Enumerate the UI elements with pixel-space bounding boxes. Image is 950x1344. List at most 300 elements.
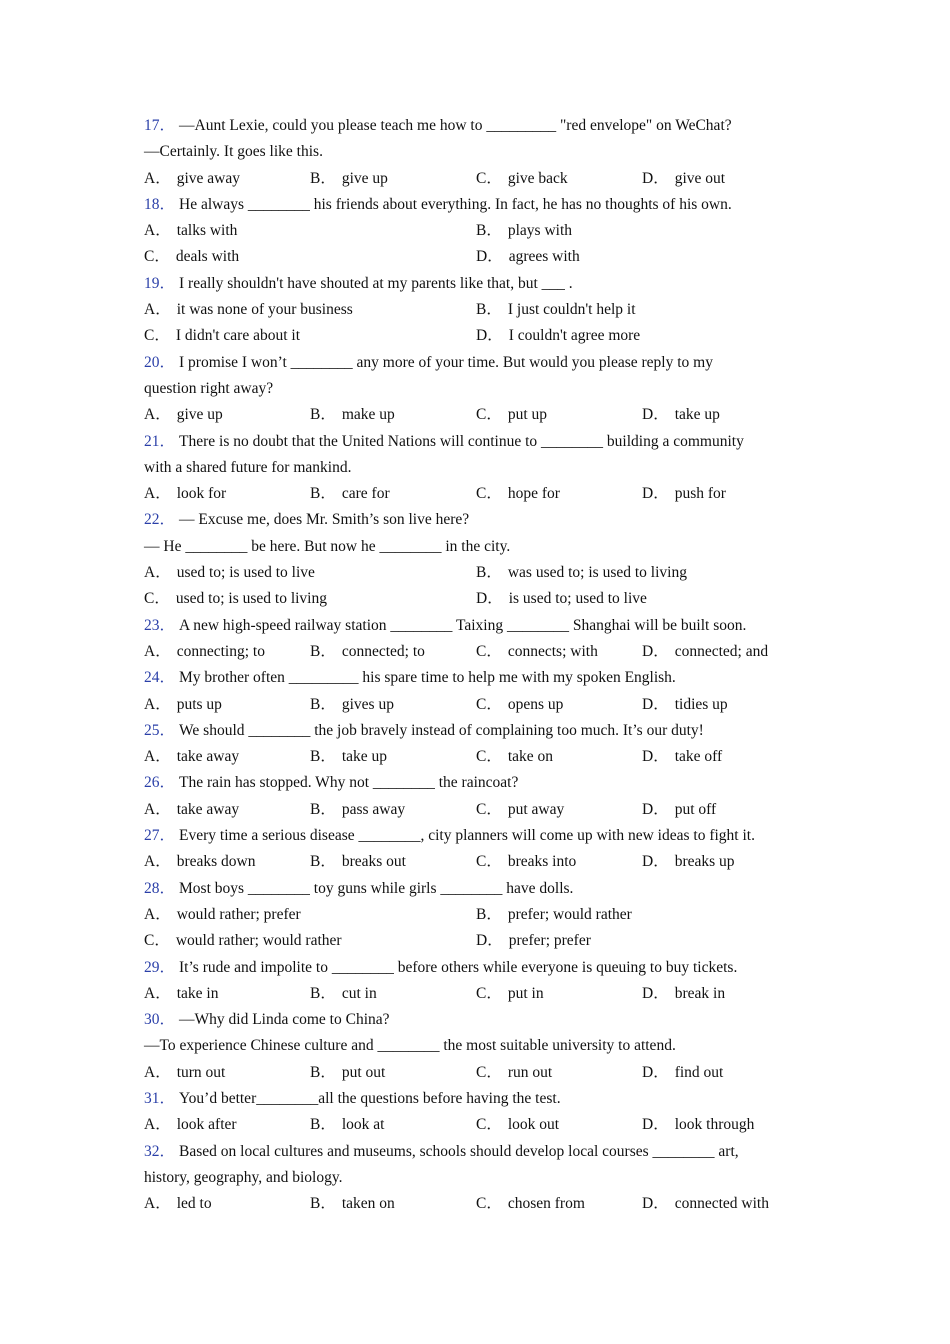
- answer-option-b[interactable]: [310, 639, 476, 665]
- option-letter: C: [476, 800, 487, 818]
- answer-option-c[interactable]: [476, 1112, 642, 1138]
- option-letter: D: [642, 1116, 654, 1134]
- option-separator: ．: [487, 932, 503, 950]
- question-stem: [144, 192, 816, 218]
- option-letter: A: [144, 748, 156, 766]
- option-text: would rather; would rather: [175, 932, 342, 950]
- option-separator: ．: [653, 1063, 669, 1081]
- number-separator: ．: [159, 669, 176, 687]
- answer-option-b[interactable]: [310, 744, 476, 770]
- question-stem-continued: [144, 534, 816, 560]
- option-letter: A: [144, 1063, 156, 1081]
- option-letter: C: [144, 248, 155, 266]
- answer-option-a[interactable]: [144, 981, 310, 1007]
- answer-option-a[interactable]: [144, 849, 310, 875]
- option-letter: B: [310, 748, 321, 766]
- option-separator: ．: [154, 327, 170, 345]
- option-letter: B: [476, 222, 487, 240]
- number-separator: ．: [159, 195, 176, 213]
- answer-option-c[interactable]: [476, 639, 642, 665]
- answer-option-a[interactable]: [144, 639, 310, 665]
- option-text: puts up: [176, 695, 222, 713]
- answer-option-c[interactable]: [476, 981, 642, 1007]
- option-text: prefer; would rather: [507, 905, 632, 923]
- option-letter: C: [476, 853, 487, 871]
- answer-option-b[interactable]: [476, 560, 808, 586]
- option-separator: ．: [155, 222, 171, 240]
- option-text: put in: [507, 984, 544, 1002]
- answer-option-d[interactable]: [642, 692, 808, 718]
- option-separator: ．: [155, 905, 171, 923]
- question-stem: [144, 429, 816, 455]
- option-text: find out: [674, 1063, 724, 1081]
- option-separator: ．: [653, 695, 669, 713]
- option-separator: ．: [486, 1195, 502, 1213]
- option-separator: ．: [653, 485, 669, 503]
- option-letter: D: [476, 590, 488, 608]
- question-number: 22: [144, 511, 160, 529]
- answer-option-a[interactable]: [144, 402, 310, 428]
- question-text: I promise I won’t ________ any more of your time. But would you please reply to my: [179, 353, 713, 371]
- question-text: question right away?: [144, 379, 274, 397]
- option-text: would rather; prefer: [176, 905, 301, 923]
- answer-option-c[interactable]: [476, 744, 642, 770]
- answer-option-c[interactable]: [144, 323, 476, 349]
- question-text: My brother often _________ his spare time to help me with my spoken English.: [179, 669, 676, 687]
- question-27: [144, 823, 816, 876]
- option-letter: A: [144, 301, 156, 319]
- option-separator: ．: [154, 932, 170, 950]
- option-text: give back: [507, 169, 568, 187]
- option-letter: C: [476, 169, 487, 187]
- question-28: [144, 876, 816, 955]
- option-letter: C: [476, 1195, 487, 1213]
- question-number: 25: [144, 721, 160, 739]
- exam-page: [144, 113, 816, 1217]
- question-text: It’s rude and impolite to ________ before others while everyone is queuing to buy tickets.: [179, 958, 738, 976]
- option-letter: A: [144, 1116, 156, 1134]
- option-text: look out: [507, 1116, 560, 1134]
- answer-option-a[interactable]: [144, 902, 476, 928]
- option-separator: ．: [320, 748, 336, 766]
- option-text: cut in: [341, 984, 377, 1002]
- option-text: pass away: [341, 800, 406, 818]
- answer-option-d[interactable]: [642, 639, 808, 665]
- question-stem: [144, 770, 816, 796]
- question-number: 26: [144, 774, 160, 792]
- options-row: [144, 166, 816, 192]
- option-separator: ．: [320, 1116, 336, 1134]
- option-letter: B: [476, 905, 487, 923]
- option-separator: ．: [486, 748, 502, 766]
- option-letter: D: [642, 485, 654, 503]
- option-letter: D: [642, 748, 654, 766]
- answer-option-a[interactable]: [144, 692, 310, 718]
- option-separator: ．: [486, 695, 502, 713]
- option-letter: A: [144, 564, 156, 582]
- option-separator: ．: [320, 406, 336, 424]
- number-separator: ．: [159, 879, 176, 897]
- question-text: Based on local cultures and museums, schools should develop local courses ________ art,: [179, 1142, 739, 1160]
- option-separator: ．: [155, 748, 171, 766]
- answer-option-c[interactable]: [476, 1060, 642, 1086]
- question-26: [144, 770, 816, 823]
- option-separator: ．: [486, 642, 502, 660]
- answer-option-b[interactable]: [476, 297, 808, 323]
- question-stem: [144, 955, 816, 981]
- option-separator: ．: [653, 853, 669, 871]
- answer-option-c[interactable]: [144, 928, 476, 954]
- question-32: [144, 1139, 816, 1218]
- answer-option-a[interactable]: [144, 797, 310, 823]
- options-row: [144, 1191, 816, 1217]
- options-row: [144, 1060, 816, 1086]
- options-row: [144, 402, 816, 428]
- option-letter: D: [642, 642, 654, 660]
- options-row: [144, 560, 816, 586]
- option-letter: B: [310, 984, 321, 1002]
- question-stem: [144, 1139, 816, 1165]
- option-text: take on: [507, 748, 554, 766]
- option-separator: ．: [653, 1116, 669, 1134]
- question-number: 31: [144, 1089, 160, 1107]
- option-separator: ．: [154, 590, 170, 608]
- answer-option-c[interactable]: [476, 692, 642, 718]
- option-text: connected with: [674, 1195, 769, 1213]
- question-text: —To experience Chinese culture and ________ the most suitable university to attend.: [144, 1037, 676, 1055]
- option-text: tidies up: [674, 695, 728, 713]
- answer-option-a[interactable]: [144, 744, 310, 770]
- option-text: take off: [674, 748, 723, 766]
- question-stem: [144, 350, 816, 376]
- answer-option-a[interactable]: [144, 297, 476, 323]
- option-separator: ．: [486, 984, 502, 1002]
- option-separator: ．: [487, 327, 503, 345]
- option-letter: B: [310, 406, 321, 424]
- question-stem-continued: [144, 376, 816, 402]
- answer-option-a[interactable]: [144, 166, 310, 192]
- option-letter: A: [144, 984, 156, 1002]
- option-letter: A: [144, 485, 156, 503]
- option-text: take in: [176, 984, 219, 1002]
- option-text: opens up: [507, 695, 564, 713]
- option-letter: B: [310, 1195, 321, 1213]
- option-separator: ．: [155, 642, 171, 660]
- question-30: [144, 1007, 816, 1086]
- option-text: give up: [341, 169, 388, 187]
- option-text: gives up: [341, 695, 394, 713]
- option-letter: A: [144, 642, 156, 660]
- number-separator: ．: [159, 616, 176, 634]
- option-separator: ．: [320, 485, 336, 503]
- answer-option-d[interactable]: [642, 166, 808, 192]
- options-row: [144, 744, 816, 770]
- answer-option-d[interactable]: [642, 849, 808, 875]
- answer-option-d[interactable]: [642, 481, 808, 507]
- option-letter: D: [476, 932, 488, 950]
- option-letter: D: [476, 248, 488, 266]
- option-letter: C: [476, 984, 487, 1002]
- option-text: take away: [176, 748, 240, 766]
- option-separator: ．: [320, 853, 336, 871]
- number-separator: ．: [159, 774, 176, 792]
- option-text: break in: [674, 984, 726, 1002]
- answer-option-d[interactable]: [476, 928, 808, 954]
- option-text: plays with: [507, 222, 573, 240]
- answer-option-d[interactable]: [476, 244, 808, 270]
- option-separator: ．: [653, 800, 669, 818]
- option-text: connected; to: [341, 642, 425, 660]
- option-separator: ．: [320, 1195, 336, 1213]
- option-separator: ．: [486, 222, 502, 240]
- option-letter: B: [310, 642, 321, 660]
- question-number: 20: [144, 353, 160, 371]
- option-separator: ．: [155, 984, 171, 1002]
- answer-option-a[interactable]: [144, 1060, 310, 1086]
- option-separator: ．: [154, 248, 170, 266]
- answer-option-a[interactable]: [144, 218, 476, 244]
- option-separator: ．: [653, 169, 669, 187]
- options-row: [144, 692, 816, 718]
- options-row: [144, 797, 816, 823]
- answer-option-a[interactable]: [144, 1112, 310, 1138]
- question-text: There is no doubt that the United Nations will continue to ________ building a community: [179, 432, 744, 450]
- option-text: look at: [341, 1116, 385, 1134]
- number-separator: ．: [159, 353, 176, 371]
- options-row: [144, 902, 816, 928]
- number-separator: ．: [159, 274, 176, 292]
- options-row: [144, 218, 816, 244]
- option-text: put up: [507, 406, 548, 424]
- option-letter: B: [310, 1063, 321, 1081]
- option-text: connecting; to: [176, 642, 265, 660]
- question-31: [144, 1086, 816, 1139]
- answer-option-b[interactable]: [310, 1191, 476, 1217]
- option-separator: ．: [155, 1195, 171, 1213]
- option-text: put out: [341, 1063, 386, 1081]
- option-text: used to; is used to live: [176, 564, 315, 582]
- option-text: run out: [507, 1063, 553, 1081]
- question-number: 17: [144, 117, 160, 134]
- answer-option-d[interactable]: [642, 402, 808, 428]
- option-separator: ．: [653, 1195, 669, 1213]
- answer-option-d[interactable]: [642, 1112, 808, 1138]
- option-separator: ．: [486, 1063, 502, 1081]
- number-separator: ．: [159, 511, 176, 529]
- option-text: turn out: [176, 1063, 226, 1081]
- answer-option-d[interactable]: [642, 1191, 808, 1217]
- question-stem-continued: [144, 455, 816, 481]
- question-number: 29: [144, 958, 160, 976]
- option-text: it was none of your business: [176, 301, 353, 319]
- answer-option-d[interactable]: [476, 323, 808, 349]
- answer-option-c[interactable]: [144, 244, 476, 270]
- option-letter: C: [144, 590, 155, 608]
- option-letter: C: [476, 485, 487, 503]
- answer-option-c[interactable]: [144, 586, 476, 612]
- option-separator: ．: [320, 984, 336, 1002]
- answer-option-d[interactable]: [642, 797, 808, 823]
- option-separator: ．: [486, 301, 502, 319]
- question-19: [144, 271, 816, 350]
- answer-option-b[interactable]: [310, 981, 476, 1007]
- question-text: — Excuse me, does Mr. Smith’s son live here?: [179, 511, 470, 529]
- number-separator: ．: [159, 1142, 176, 1160]
- answer-option-d[interactable]: [642, 1060, 808, 1086]
- question-number: 27: [144, 827, 160, 845]
- options-row: [144, 586, 816, 612]
- question-stem: [144, 1086, 816, 1112]
- option-separator: ．: [653, 642, 669, 660]
- answer-option-d[interactable]: [476, 586, 808, 612]
- question-number: 32: [144, 1142, 160, 1160]
- options-row: [144, 244, 816, 270]
- question-25: [144, 718, 816, 771]
- answer-option-b[interactable]: [310, 402, 476, 428]
- option-separator: ．: [486, 485, 502, 503]
- question-text: with a shared future for mankind.: [144, 458, 352, 476]
- option-letter: B: [310, 695, 321, 713]
- option-separator: ．: [653, 984, 669, 1002]
- option-letter: D: [642, 406, 654, 424]
- question-stem: [144, 271, 816, 297]
- answer-option-c[interactable]: [476, 1191, 642, 1217]
- option-text: give up: [176, 406, 223, 424]
- option-separator: ．: [155, 406, 171, 424]
- option-letter: B: [310, 485, 321, 503]
- option-letter: C: [476, 695, 487, 713]
- option-separator: ．: [653, 406, 669, 424]
- question-text: He always ________ his friends about everything. In fact, he has no thoughts of his own.: [179, 195, 732, 213]
- question-text: Every time a serious disease ________, city planners will come up with new ideas to fight it.: [179, 827, 755, 845]
- option-letter: D: [476, 327, 488, 345]
- option-separator: ．: [155, 301, 171, 319]
- option-text: connected; and: [674, 642, 769, 660]
- option-letter: A: [144, 1195, 156, 1213]
- answer-option-b[interactable]: [310, 166, 476, 192]
- option-letter: A: [144, 853, 156, 871]
- answer-option-b[interactable]: [310, 1060, 476, 1086]
- option-text: put away: [507, 800, 565, 818]
- option-text: give away: [176, 169, 240, 187]
- question-stem: [144, 507, 816, 533]
- answer-option-c[interactable]: [476, 166, 642, 192]
- question-20: [144, 350, 816, 429]
- option-text: agrees with: [508, 248, 580, 266]
- question-text: A new high-speed railway station ________ Taixing ________ Shanghai will be built soon.: [179, 616, 747, 634]
- question-stem: [144, 823, 816, 849]
- option-separator: ．: [487, 590, 503, 608]
- option-letter: B: [476, 564, 487, 582]
- option-letter: D: [642, 1195, 654, 1213]
- answer-option-b[interactable]: [476, 902, 808, 928]
- question-text: You’d better________all the questions before having the test.: [179, 1089, 561, 1107]
- answer-option-c[interactable]: [476, 797, 642, 823]
- option-text: look for: [176, 485, 227, 503]
- number-separator: ．: [159, 432, 176, 450]
- option-letter: B: [310, 1116, 321, 1134]
- answer-option-d[interactable]: [642, 744, 808, 770]
- number-separator: ．: [159, 1089, 176, 1107]
- number-separator: ．: [159, 827, 176, 845]
- option-text: is used to; used to live: [508, 590, 647, 608]
- answer-option-a[interactable]: [144, 1191, 310, 1217]
- option-text: hope for: [507, 485, 560, 503]
- option-separator: ．: [320, 695, 336, 713]
- option-separator: ．: [486, 169, 502, 187]
- answer-option-b[interactable]: [310, 797, 476, 823]
- question-text: I really shouldn't have shouted at my parents like that, but ___ .: [179, 274, 573, 292]
- option-separator: ．: [486, 905, 502, 923]
- answer-option-c[interactable]: [476, 849, 642, 875]
- option-text: look after: [176, 1116, 237, 1134]
- options-row: [144, 481, 816, 507]
- question-22: [144, 507, 816, 612]
- option-separator: ．: [155, 800, 171, 818]
- option-separator: ．: [653, 748, 669, 766]
- answer-option-a[interactable]: [144, 481, 310, 507]
- option-text: give out: [674, 169, 726, 187]
- answer-option-b[interactable]: [310, 481, 476, 507]
- option-text: make up: [341, 406, 395, 424]
- answer-option-c[interactable]: [476, 402, 642, 428]
- option-separator: ．: [155, 1063, 171, 1081]
- option-separator: ．: [486, 800, 502, 818]
- option-letter: B: [476, 301, 487, 319]
- option-separator: ．: [486, 1116, 502, 1134]
- option-letter: D: [642, 800, 654, 818]
- answer-option-b[interactable]: [310, 692, 476, 718]
- option-text: breaks down: [176, 853, 256, 871]
- option-separator: ．: [486, 406, 502, 424]
- option-letter: A: [144, 905, 156, 923]
- option-text: I just couldn't help it: [507, 301, 636, 319]
- option-text: care for: [341, 485, 390, 503]
- answer-option-b[interactable]: [476, 218, 808, 244]
- option-separator: ．: [155, 485, 171, 503]
- answer-option-a[interactable]: [144, 560, 476, 586]
- question-text: The rain has stopped. Why not ________ the raincoat?: [179, 774, 519, 792]
- question-number: 28: [144, 879, 160, 897]
- option-separator: ．: [486, 564, 502, 582]
- options-row: [144, 981, 816, 1007]
- question-stem-continued: [144, 139, 816, 165]
- option-separator: ．: [320, 169, 336, 187]
- question-stem: [144, 665, 816, 691]
- question-stem-continued: [144, 1033, 816, 1059]
- number-separator: ．: [159, 117, 176, 134]
- option-letter: C: [476, 642, 487, 660]
- answer-option-c[interactable]: [476, 481, 642, 507]
- option-letter: C: [144, 327, 155, 345]
- option-letter: C: [476, 1116, 487, 1134]
- question-18: [144, 192, 816, 271]
- option-text: take up: [674, 406, 720, 424]
- option-letter: C: [476, 406, 487, 424]
- answer-option-b[interactable]: [310, 849, 476, 875]
- option-letter: B: [310, 853, 321, 871]
- option-separator: ．: [155, 695, 171, 713]
- options-row: [144, 323, 816, 349]
- answer-option-d[interactable]: [642, 981, 808, 1007]
- option-separator: ．: [487, 248, 503, 266]
- option-letter: C: [476, 1063, 487, 1081]
- answer-option-b[interactable]: [310, 1112, 476, 1138]
- option-letter: D: [642, 695, 654, 713]
- option-letter: D: [642, 1063, 654, 1081]
- question-number: 30: [144, 1011, 160, 1029]
- option-text: deals with: [175, 248, 240, 266]
